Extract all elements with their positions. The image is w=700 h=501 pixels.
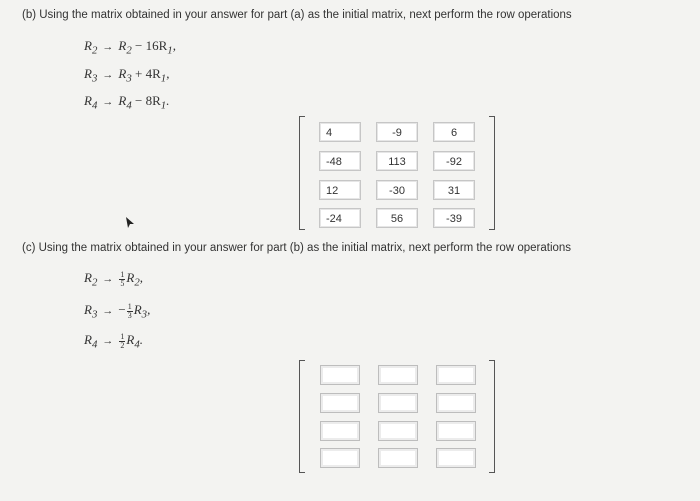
part-b-op-3: $R_4 \to R_4 - 8R_1$. [84,93,170,112]
part-c-instruction: (c) Using the matrix obtained in your answer for part (b) as the initial matrix, next perform the row operations [22,242,572,254]
mouse-cursor-icon [123,216,137,230]
matrix-input[interactable] [320,393,360,413]
matrix-input[interactable] [378,448,418,468]
matrix-input[interactable] [436,421,476,441]
matrix-right-bracket [489,116,495,230]
matrix-input[interactable] [378,365,418,385]
matrix-input[interactable] [436,393,476,413]
part-b-op-2: $R_3 \to R_3 + 4R_1$, [84,66,170,85]
matrix-cell[interactable]: -48 [319,151,361,171]
matrix-cell[interactable]: 56 [376,208,418,228]
matrix-left-bracket [299,116,305,230]
matrix-cell[interactable]: -39 [433,208,475,228]
matrix-input[interactable] [320,365,360,385]
matrix-cell[interactable]: 113 [376,151,418,171]
part-c-op-2: $R_3$ → − $\frac{1}{3}$ $R_3$, [84,301,151,321]
matrix-input[interactable] [436,365,476,385]
matrix-cell[interactable]: 31 [433,180,475,200]
matrix-cell[interactable]: 6 [433,122,475,142]
matrix-input[interactable] [378,421,418,441]
matrix-cell[interactable]: -24 [319,208,361,228]
part-b-instruction: (b) Using the matrix obtained in your answer for part (a) as the initial matrix, next perform the row operations [22,9,572,21]
part-c-op-3: $R_4$ → $\frac{1}{2}$ $R_4$. [84,331,143,351]
matrix-cell[interactable]: -30 [376,180,418,200]
part-b-op-1: $R_2 \to R_2 - 16R_1$, [84,38,176,57]
matrix-right-bracket [489,360,495,473]
matrix-input[interactable] [320,448,360,468]
matrix-input[interactable] [320,421,360,441]
matrix-cell[interactable]: 4 [319,122,361,142]
matrix-left-bracket [299,360,305,473]
matrix-input[interactable] [378,393,418,413]
matrix-cell[interactable]: 12 [319,180,361,200]
matrix-cell[interactable]: -92 [433,151,475,171]
matrix-cell[interactable]: -9 [376,122,418,142]
matrix-input[interactable] [436,448,476,468]
part-c-op-1: $R_2$ → $\frac{1}{5}$ $R_2$, [84,269,143,289]
